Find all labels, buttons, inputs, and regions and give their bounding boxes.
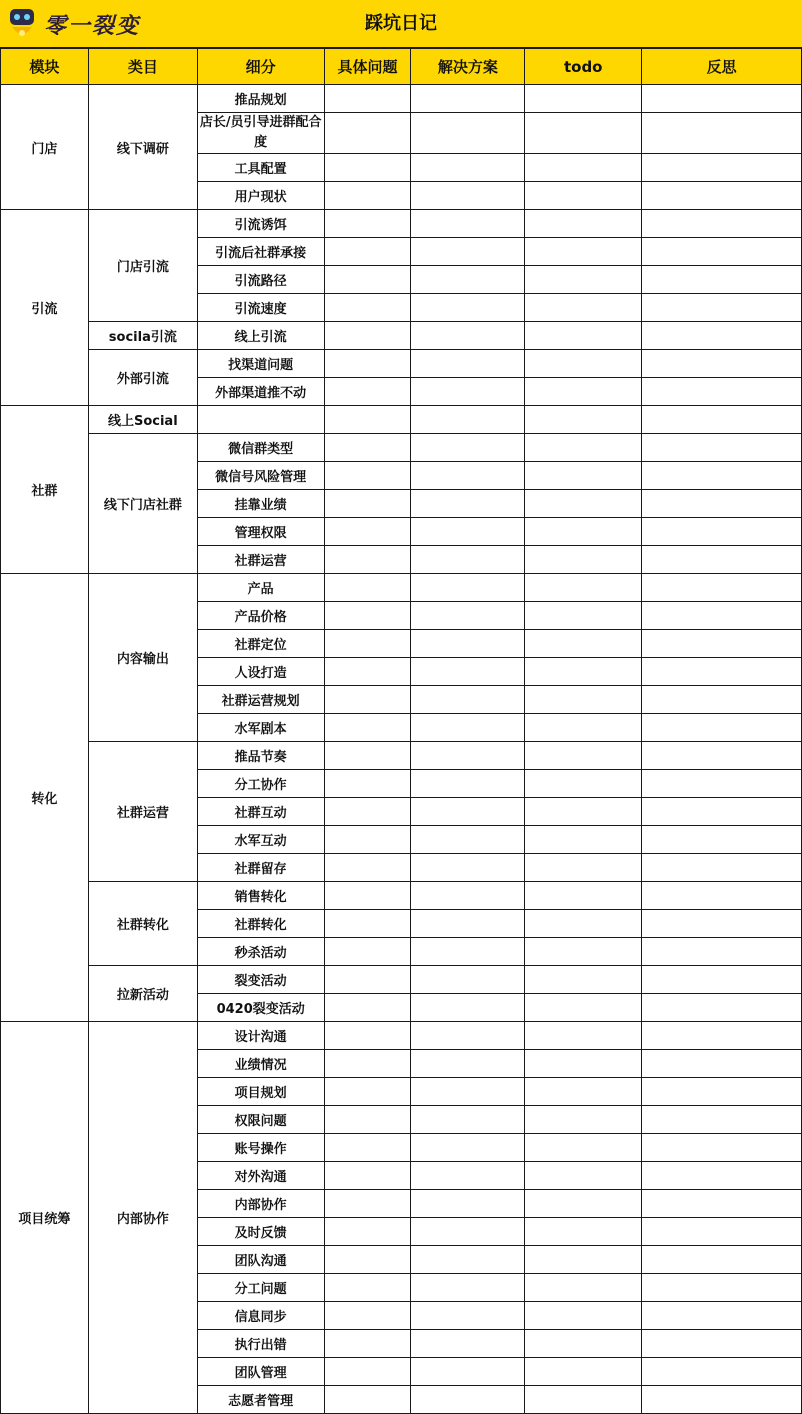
- reflection-cell[interactable]: [642, 294, 802, 322]
- solution-cell[interactable]: [411, 406, 525, 434]
- subcategory-cell[interactable]: 裂变活动: [197, 966, 324, 994]
- issue-cell[interactable]: [324, 1386, 411, 1414]
- reflection-cell[interactable]: [642, 182, 802, 210]
- subcategory-cell[interactable]: 分工问题: [197, 1274, 324, 1302]
- issue-cell[interactable]: [324, 1050, 411, 1078]
- todo-cell[interactable]: [525, 1022, 642, 1050]
- solution-cell[interactable]: [411, 1386, 525, 1414]
- reflection-cell[interactable]: [642, 1330, 802, 1358]
- issue-cell[interactable]: [324, 1190, 411, 1218]
- subcategory-cell[interactable]: 水军剧本: [197, 714, 324, 742]
- solution-cell[interactable]: [411, 966, 525, 994]
- todo-cell[interactable]: [525, 518, 642, 546]
- subcategory-cell[interactable]: 及时反馈: [197, 1218, 324, 1246]
- subcategory-cell[interactable]: 社群互动: [197, 798, 324, 826]
- subcategory-cell[interactable]: 销售转化: [197, 882, 324, 910]
- issue-cell[interactable]: [324, 994, 411, 1022]
- solution-cell[interactable]: [411, 350, 525, 378]
- subcategory-cell[interactable]: 内部协作: [197, 1190, 324, 1218]
- subcategory-cell[interactable]: 工具配置: [197, 154, 324, 182]
- subcategory-cell[interactable]: 管理权限: [197, 518, 324, 546]
- todo-cell[interactable]: [525, 1330, 642, 1358]
- reflection-cell[interactable]: [642, 266, 802, 294]
- todo-cell[interactable]: [525, 742, 642, 770]
- issue-cell[interactable]: [324, 378, 411, 406]
- solution-cell[interactable]: [411, 238, 525, 266]
- issue-cell[interactable]: [324, 658, 411, 686]
- reflection-cell[interactable]: [642, 742, 802, 770]
- solution-cell[interactable]: [411, 210, 525, 238]
- todo-cell[interactable]: [525, 182, 642, 210]
- solution-cell[interactable]: [411, 1134, 525, 1162]
- issue-cell[interactable]: [324, 1302, 411, 1330]
- issue-cell[interactable]: [324, 826, 411, 854]
- subcategory-cell[interactable]: 团队管理: [197, 1358, 324, 1386]
- issue-cell[interactable]: [324, 1134, 411, 1162]
- solution-cell[interactable]: [411, 266, 525, 294]
- issue-cell[interactable]: [324, 294, 411, 322]
- solution-cell[interactable]: [411, 294, 525, 322]
- solution-cell[interactable]: [411, 630, 525, 658]
- solution-cell[interactable]: [411, 798, 525, 826]
- todo-cell[interactable]: [525, 854, 642, 882]
- todo-cell[interactable]: [525, 85, 642, 113]
- todo-cell[interactable]: [525, 350, 642, 378]
- reflection-cell[interactable]: [642, 546, 802, 574]
- column-header-todo: todo: [525, 49, 642, 85]
- column-header-reflection: 反思: [642, 49, 802, 85]
- reflection-cell[interactable]: [642, 1050, 802, 1078]
- solution-cell[interactable]: [411, 378, 525, 406]
- todo-cell[interactable]: [525, 686, 642, 714]
- reflection-cell[interactable]: [642, 630, 802, 658]
- todo-cell[interactable]: [525, 1386, 642, 1414]
- solution-cell[interactable]: [411, 1050, 525, 1078]
- todo-cell[interactable]: [525, 406, 642, 434]
- subcategory-cell[interactable]: 外部渠道推不动: [197, 378, 324, 406]
- subcategory-cell[interactable]: 团队沟通: [197, 1246, 324, 1274]
- solution-cell[interactable]: [411, 826, 525, 854]
- issue-cell[interactable]: [324, 1218, 411, 1246]
- todo-cell[interactable]: [525, 1106, 642, 1134]
- todo-cell[interactable]: [525, 1358, 642, 1386]
- todo-cell[interactable]: [525, 1302, 642, 1330]
- reflection-cell[interactable]: [642, 322, 802, 350]
- issue-cell[interactable]: [324, 966, 411, 994]
- column-header-issue: 具体问题: [324, 49, 411, 85]
- issue-cell[interactable]: [324, 462, 411, 490]
- subcategory-cell[interactable]: 店长/员引导进群配合度: [197, 113, 324, 154]
- solution-cell[interactable]: [411, 1330, 525, 1358]
- subcategory-cell[interactable]: 线上引流: [197, 322, 324, 350]
- issue-cell[interactable]: [324, 182, 411, 210]
- table-row: [1, 574, 802, 602]
- subcategory-cell[interactable]: 志愿者管理: [197, 1386, 324, 1414]
- reflection-cell[interactable]: [642, 826, 802, 854]
- reflection-cell[interactable]: [642, 1022, 802, 1050]
- reflection-cell[interactable]: [642, 1246, 802, 1274]
- todo-cell[interactable]: [525, 966, 642, 994]
- solution-cell[interactable]: [411, 770, 525, 798]
- issue-cell[interactable]: [324, 350, 411, 378]
- solution-cell[interactable]: [411, 1218, 525, 1246]
- category-cell[interactable]: 线下调研: [88, 85, 197, 210]
- solution-cell[interactable]: [411, 434, 525, 462]
- issue-cell[interactable]: [324, 1358, 411, 1386]
- subcategory-cell[interactable]: 人设打造: [197, 658, 324, 686]
- category-cell[interactable]: 拉新活动: [88, 966, 197, 1022]
- todo-cell[interactable]: [525, 113, 642, 154]
- reflection-cell[interactable]: [642, 490, 802, 518]
- subcategory-cell[interactable]: 微信号风险管理: [197, 462, 324, 490]
- solution-cell[interactable]: [411, 658, 525, 686]
- todo-cell[interactable]: [525, 714, 642, 742]
- subcategory-cell[interactable]: 社群运营: [197, 546, 324, 574]
- todo-cell[interactable]: [525, 826, 642, 854]
- todo-cell[interactable]: [525, 1134, 642, 1162]
- solution-cell[interactable]: [411, 462, 525, 490]
- subcategory-cell[interactable]: 推品规划: [197, 85, 324, 113]
- table-row: [1, 350, 802, 378]
- solution-cell[interactable]: [411, 1358, 525, 1386]
- subcategory-cell[interactable]: 挂靠业绩: [197, 490, 324, 518]
- solution-cell[interactable]: [411, 1106, 525, 1134]
- table-row: [1, 406, 802, 434]
- todo-cell[interactable]: [525, 1190, 642, 1218]
- issue-cell[interactable]: [324, 518, 411, 546]
- category-cell[interactable]: 内部协作: [88, 1022, 197, 1414]
- solution-cell[interactable]: [411, 686, 525, 714]
- solution-cell[interactable]: [411, 85, 525, 113]
- issue-cell[interactable]: [324, 266, 411, 294]
- todo-cell[interactable]: [525, 994, 642, 1022]
- table-row: [1, 966, 802, 994]
- subcategory-cell[interactable]: 账号操作: [197, 1134, 324, 1162]
- subcategory-cell[interactable]: 项目规划: [197, 1078, 324, 1106]
- reflection-cell[interactable]: [642, 1302, 802, 1330]
- issue-cell[interactable]: [324, 1022, 411, 1050]
- issue-cell[interactable]: [324, 434, 411, 462]
- issue-cell[interactable]: [324, 1106, 411, 1134]
- solution-cell[interactable]: [411, 490, 525, 518]
- todo-cell[interactable]: [525, 798, 642, 826]
- reflection-cell[interactable]: [642, 1106, 802, 1134]
- issue-cell[interactable]: [324, 714, 411, 742]
- todo-cell[interactable]: [525, 490, 642, 518]
- reflection-cell[interactable]: [642, 1078, 802, 1106]
- title-bar: [0, 0, 802, 48]
- subcategory-cell[interactable]: 推品节奏: [197, 742, 324, 770]
- category-cell[interactable]: 外部引流: [88, 350, 197, 406]
- todo-cell[interactable]: [525, 1274, 642, 1302]
- reflection-cell[interactable]: [642, 85, 802, 113]
- table-row: [1, 882, 802, 910]
- todo-cell[interactable]: [525, 1218, 642, 1246]
- todo-cell[interactable]: [525, 658, 642, 686]
- todo-cell[interactable]: [525, 462, 642, 490]
- reflection-cell[interactable]: [642, 1134, 802, 1162]
- issue-cell[interactable]: [324, 686, 411, 714]
- reflection-cell[interactable]: [642, 378, 802, 406]
- issue-cell[interactable]: [324, 113, 411, 154]
- subcategory-cell[interactable]: 引流路径: [197, 266, 324, 294]
- solution-cell[interactable]: [411, 1246, 525, 1274]
- solution-cell[interactable]: [411, 1274, 525, 1302]
- reflection-cell[interactable]: [642, 434, 802, 462]
- todo-cell[interactable]: [525, 238, 642, 266]
- reflection-cell[interactable]: [642, 1358, 802, 1386]
- reflection-cell[interactable]: [642, 714, 802, 742]
- reflection-cell[interactable]: [642, 210, 802, 238]
- reflection-cell[interactable]: [642, 938, 802, 966]
- reflection-cell[interactable]: [642, 994, 802, 1022]
- category-cell[interactable]: 门店引流: [88, 210, 197, 322]
- subcategory-cell[interactable]: 0420裂变活动: [197, 994, 324, 1022]
- issue-cell[interactable]: [324, 882, 411, 910]
- todo-cell[interactable]: [525, 434, 642, 462]
- todo-cell[interactable]: [525, 882, 642, 910]
- table-row: [1, 322, 802, 350]
- solution-cell[interactable]: [411, 1022, 525, 1050]
- subcategory-cell[interactable]: 分工协作: [197, 770, 324, 798]
- issue-cell[interactable]: [324, 938, 411, 966]
- subcategory-cell[interactable]: [197, 406, 324, 434]
- module-cell[interactable]: 门店: [1, 85, 89, 210]
- solution-cell[interactable]: [411, 602, 525, 630]
- subcategory-cell[interactable]: 引流后社群承接: [197, 238, 324, 266]
- issue-cell[interactable]: [324, 910, 411, 938]
- reflection-cell[interactable]: [642, 854, 802, 882]
- category-cell[interactable]: socila引流: [88, 322, 197, 350]
- module-cell[interactable]: 转化: [1, 574, 89, 1022]
- table-row: [1, 210, 802, 238]
- solution-cell[interactable]: [411, 1302, 525, 1330]
- issue-cell[interactable]: [324, 406, 411, 434]
- solution-cell[interactable]: [411, 154, 525, 182]
- issue-cell[interactable]: [324, 798, 411, 826]
- category-cell[interactable]: 内容输出: [88, 574, 197, 742]
- reflection-cell[interactable]: [642, 966, 802, 994]
- solution-cell[interactable]: [411, 322, 525, 350]
- reflection-cell[interactable]: [642, 1386, 802, 1414]
- module-cell[interactable]: 社群: [1, 406, 89, 574]
- todo-cell[interactable]: [525, 938, 642, 966]
- category-cell[interactable]: 社群转化: [88, 882, 197, 966]
- category-cell[interactable]: 线下门店社群: [88, 434, 197, 574]
- subcategory-cell[interactable]: 微信群类型: [197, 434, 324, 462]
- column-header-solution: 解决方案: [411, 49, 525, 85]
- reflection-cell[interactable]: [642, 1218, 802, 1246]
- reflection-cell[interactable]: [642, 770, 802, 798]
- solution-cell[interactable]: [411, 742, 525, 770]
- table-row: [1, 85, 802, 113]
- module-cell[interactable]: 引流: [1, 210, 89, 406]
- todo-cell[interactable]: [525, 546, 642, 574]
- table-row: [1, 742, 802, 770]
- reflection-cell[interactable]: [642, 910, 802, 938]
- issue-cell[interactable]: [324, 490, 411, 518]
- issue-cell[interactable]: [324, 1078, 411, 1106]
- issue-cell[interactable]: [324, 1274, 411, 1302]
- solution-cell[interactable]: [411, 882, 525, 910]
- solution-cell[interactable]: [411, 182, 525, 210]
- issue-cell[interactable]: [324, 154, 411, 182]
- table-row: [1, 434, 802, 462]
- column-header-subcategory: 细分: [197, 49, 324, 85]
- solution-cell[interactable]: [411, 1078, 525, 1106]
- subcategory-cell[interactable]: 社群转化: [197, 910, 324, 938]
- solution-cell[interactable]: [411, 910, 525, 938]
- reflection-cell[interactable]: [642, 602, 802, 630]
- todo-cell[interactable]: [525, 322, 642, 350]
- table-row: [1, 1022, 802, 1050]
- reflection-cell[interactable]: [642, 798, 802, 826]
- subcategory-cell[interactable]: 找渠道问题: [197, 350, 324, 378]
- category-cell[interactable]: 社群运营: [88, 742, 197, 882]
- todo-cell[interactable]: [525, 630, 642, 658]
- subcategory-cell[interactable]: 权限问题: [197, 1106, 324, 1134]
- reflection-cell[interactable]: [642, 350, 802, 378]
- subcategory-cell[interactable]: 用户现状: [197, 182, 324, 210]
- brand-name: 零一裂变: [44, 14, 141, 39]
- subcategory-cell[interactable]: 社群定位: [197, 630, 324, 658]
- reflection-cell[interactable]: [642, 1190, 802, 1218]
- todo-cell[interactable]: [525, 1050, 642, 1078]
- subcategory-cell[interactable]: 产品: [197, 574, 324, 602]
- todo-cell[interactable]: [525, 574, 642, 602]
- subcategory-cell[interactable]: 社群运营规划: [197, 686, 324, 714]
- issue-cell[interactable]: [324, 1162, 411, 1190]
- solution-cell[interactable]: [411, 546, 525, 574]
- subcategory-cell[interactable]: 秒杀活动: [197, 938, 324, 966]
- reflection-cell[interactable]: [642, 574, 802, 602]
- reflection-cell[interactable]: [642, 658, 802, 686]
- page-title: 踩坑日记: [365, 13, 437, 34]
- todo-cell[interactable]: [525, 378, 642, 406]
- todo-cell[interactable]: [525, 266, 642, 294]
- reflection-cell[interactable]: [642, 686, 802, 714]
- reflection-cell[interactable]: [642, 238, 802, 266]
- todo-cell[interactable]: [525, 210, 642, 238]
- issue-cell[interactable]: [324, 546, 411, 574]
- issue-cell[interactable]: [324, 602, 411, 630]
- issue-cell[interactable]: [324, 1246, 411, 1274]
- issue-cell[interactable]: [324, 210, 411, 238]
- reflection-cell[interactable]: [642, 462, 802, 490]
- subcategory-cell[interactable]: 引流诱饵: [197, 210, 324, 238]
- solution-cell[interactable]: [411, 1190, 525, 1218]
- issue-cell[interactable]: [324, 322, 411, 350]
- reflection-cell[interactable]: [642, 113, 802, 154]
- issue-cell[interactable]: [324, 770, 411, 798]
- reflection-cell[interactable]: [642, 154, 802, 182]
- todo-cell[interactable]: [525, 770, 642, 798]
- subcategory-cell[interactable]: 执行出错: [197, 1330, 324, 1358]
- todo-cell[interactable]: [525, 294, 642, 322]
- header-row: [1, 49, 802, 85]
- solution-cell[interactable]: [411, 854, 525, 882]
- reflection-cell[interactable]: [642, 518, 802, 546]
- subcategory-cell[interactable]: 水军互动: [197, 826, 324, 854]
- todo-cell[interactable]: [525, 154, 642, 182]
- solution-cell[interactable]: [411, 994, 525, 1022]
- solution-cell[interactable]: [411, 518, 525, 546]
- issue-cell[interactable]: [324, 854, 411, 882]
- issue-cell[interactable]: [324, 85, 411, 113]
- solution-cell[interactable]: [411, 938, 525, 966]
- column-header-category: 类目: [88, 49, 197, 85]
- reflection-cell[interactable]: [642, 1162, 802, 1190]
- reflection-cell[interactable]: [642, 882, 802, 910]
- solution-cell[interactable]: [411, 1162, 525, 1190]
- solution-cell[interactable]: [411, 113, 525, 154]
- subcategory-cell[interactable]: 产品价格: [197, 602, 324, 630]
- todo-cell[interactable]: [525, 910, 642, 938]
- subcategory-cell[interactable]: 对外沟通: [197, 1162, 324, 1190]
- reflection-cell[interactable]: [642, 406, 802, 434]
- todo-cell[interactable]: [525, 1078, 642, 1106]
- todo-cell[interactable]: [525, 602, 642, 630]
- subcategory-cell[interactable]: 社群留存: [197, 854, 324, 882]
- module-cell[interactable]: 项目统筹: [1, 1022, 89, 1414]
- subcategory-cell[interactable]: 设计沟通: [197, 1022, 324, 1050]
- issue-cell[interactable]: [324, 238, 411, 266]
- subcategory-cell[interactable]: 信息同步: [197, 1302, 324, 1330]
- todo-cell[interactable]: [525, 1246, 642, 1274]
- diary-table: [0, 48, 802, 1414]
- issue-cell[interactable]: [324, 630, 411, 658]
- issue-cell[interactable]: [324, 1330, 411, 1358]
- category-cell[interactable]: 线上Social: [88, 406, 197, 434]
- solution-cell[interactable]: [411, 714, 525, 742]
- issue-cell[interactable]: [324, 574, 411, 602]
- column-header-module: 模块: [1, 49, 89, 85]
- subcategory-cell[interactable]: 业绩情况: [197, 1050, 324, 1078]
- solution-cell[interactable]: [411, 574, 525, 602]
- todo-cell[interactable]: [525, 1162, 642, 1190]
- subcategory-cell[interactable]: 引流速度: [197, 294, 324, 322]
- reflection-cell[interactable]: [642, 1274, 802, 1302]
- issue-cell[interactable]: [324, 742, 411, 770]
